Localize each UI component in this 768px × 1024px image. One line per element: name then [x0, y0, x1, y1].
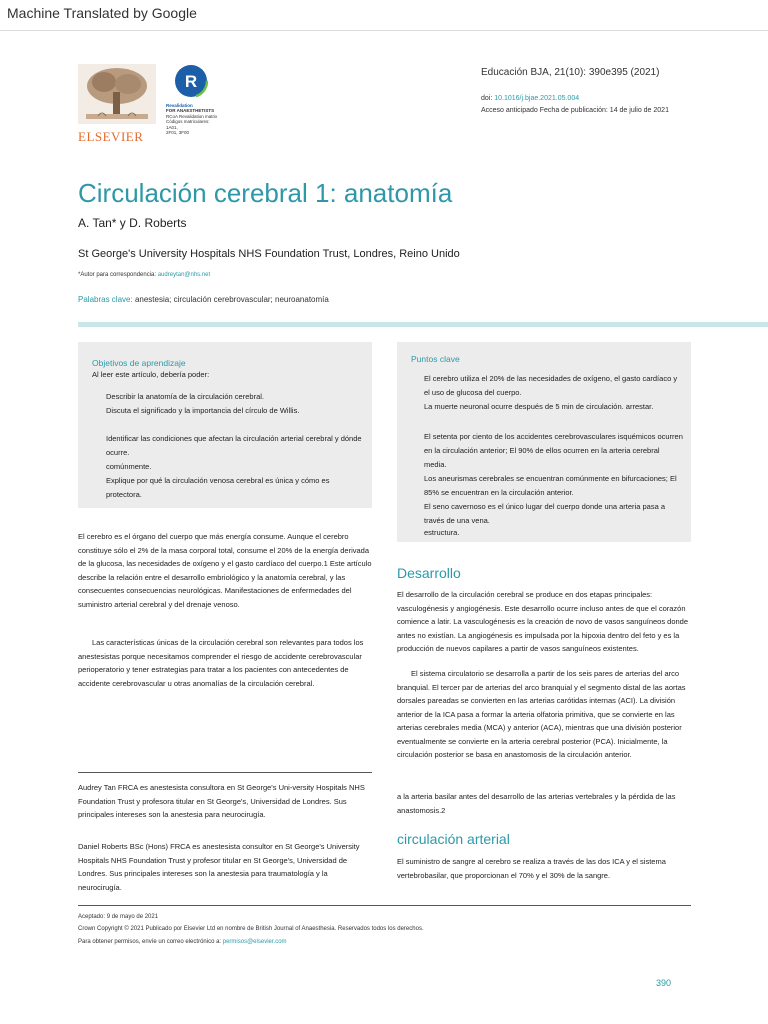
intro-paragraph: El cerebro es el órgano del cuerpo que más energía consume. Aunque el cerebro constituye sólo el 2% de la masa corporal total, consume el 20% de la energía derivada de la glucosa, las necesidades de oxígeno y el gasto cardíaco del cuerpo.1 Este artículo describe la relación entre el desarrollo embriológico y la anatomía cerebral, y las consecuentes consecuencias neurológicas. Manifestaciones de enfermedades del suministro arterial cerebral y del drenaje venoso. [78, 532, 372, 609]
article-title: Circulación cerebral 1: anatomía [78, 178, 453, 208]
objectives-item: Explique por qué la circulación venosa cerebral es única y cómo es protectora. [106, 476, 330, 499]
correspondence [78, 272, 210, 278]
doi-line [481, 95, 579, 102]
key-point: El cerebro utiliza el 20% de las necesidades de oxígeno, el gasto cardíaco y el uso de glucosa del cuerpo. [424, 374, 678, 397]
badge-line: Revalidation [166, 103, 193, 108]
keywords [78, 295, 329, 304]
page-number: 390 [656, 978, 672, 988]
article-authors: A. Tan* y D. Roberts [78, 216, 187, 230]
section-heading-desarrollo: Desarrollo [397, 565, 461, 581]
elsevier-wordmark: ELSEVIER [78, 129, 144, 144]
key-point: estructura. [424, 528, 460, 537]
body-paragraph: El suministro de sangre al cerebro se realiza a través de las dos ICA y el sistema vertebrobasilar, que proporcionan el 70% y el 30% de la sangre. [397, 857, 666, 880]
svg-text:R: R [184, 72, 198, 91]
key-point: El setenta por ciento de los accidentes cerebrovasculares isquémicos ocurren en la circulación anterior; El 90% de ellos ocurren en la arteria cerebral media. [424, 432, 683, 469]
key-point: La muerte neuronal ocurre después de 5 min de circulación. arrestar. [424, 402, 654, 411]
objectives-intro: Al leer este artículo, debería poder: [92, 370, 210, 379]
banner-divider [0, 30, 768, 31]
permissions [78, 939, 287, 945]
footer-divider [78, 905, 691, 906]
translation-banner: Machine Translated by Google [7, 5, 197, 21]
badge-line: FOR ANAESTHETISTS [166, 108, 215, 114]
key-points-box [397, 342, 691, 542]
objectives-heading: Objetivos de aprendizaje [92, 358, 186, 368]
accepted-date: Aceptado: 9 de mayo de 2021 [78, 914, 159, 920]
permissions-label: Para obtener permisos, envíe un correo electrónico a: [78, 939, 222, 945]
bio-divider [78, 772, 372, 773]
body-paragraph: El desarrollo de la circulación cerebral se produce en dos etapas principales: vasculogénesis y angiogénesis. Este desarrollo ocurre incluso antes de que el corazón comience a latir. La vasculogénesis es la creación de novo de vasos sanguíneos donde antes no existían. La angiogénesis es impulsada por la hipoxia dentro del feto y es la producción de nuevos capilares a partir de vasos sanguíneos existentes. [397, 590, 689, 653]
objectives-item: Discuta el significado y la importancia del círculo de Willis. [106, 406, 300, 415]
revalidation-icon [174, 64, 208, 98]
body-paragraph: a la arteria basilar antes del desarrollo de las arterias vertebrales y la pérdida de las anastomosis.2 [397, 792, 676, 815]
learning-objectives-box [78, 342, 372, 508]
permissions-email[interactable]: permisos@elsevier.com [222, 939, 287, 945]
keywords-value: anestesia; circulación cerebrovascular; neuroanatomía [134, 295, 329, 304]
doi-label: doi: [481, 95, 493, 102]
revalidation-badge [164, 64, 222, 154]
objectives-item: Identificar las condiciones que afectan la circulación arterial cerebral y dónde ocurre. [106, 434, 362, 457]
author-bio: Daniel Roberts BSc (Hons) FRCA es anestesista consultor en St George's University Hospitals NHS Foundation Trust y profesor titular en St George's, Universidad de Londres. Sus principales intereses son la anestesia para traumatología y la neurocirugía. [78, 842, 360, 892]
access-date: Acceso anticipado Fecha de publicación: 14 de julio de 2021 [481, 107, 669, 114]
section-heading-arterial: circulación arterial [397, 831, 510, 847]
article-affiliation: St George's University Hospitals NHS Foundation Trust, Londres, Reino Unido [78, 248, 460, 260]
objectives-item: comúnmente. [106, 462, 152, 471]
doi-link[interactable]: 10.1016/j.bjae.2021.05.004 [494, 95, 580, 102]
copyright: Crown Copyright © 2021 Publicado por Elsevier Ltd en nombre de British Journal of Anaesthesia. Reservados todos los derechos. [78, 926, 424, 932]
keywords-label: Palabras clave: [78, 295, 133, 304]
badge-line: Códigos matriculares: 1A01, [166, 119, 210, 130]
key-point: El seno cavernoso es el único lugar del cuerpo donde una arteria pasa a través de una vena. [424, 502, 665, 525]
elsevier-tree-icon [78, 64, 156, 124]
author-bio: Audrey Tan FRCA es anestesista consultora en St George's Uni-versity Hospitals NHS Foundation Trust y profesora titular en St George's, Universidad de Londres. Sus principales intereses son la anestesia para neurocirugía. [78, 783, 365, 819]
correspondence-email[interactable]: audreytan@nhs.net [157, 272, 211, 278]
objectives-item: Describir la anatomía de la circulación cerebral. [106, 392, 264, 401]
elsevier-logo [78, 64, 156, 144]
body-paragraph: El sistema circulatorio se desarrolla a partir de los seis pares de arterias del arco branquial. El tercer par de arterias del arco branquial y el segmento distal de las aortas dorsales pareadas se convierten en las arterias carótidas internas (ACI). La división anterior de la ICA pasa a formar la arteria olfatoria primitiva, que se convierte en las arterias cerebrales media (MCA) y anterior (ACA), mientras que una división posterior eventualmente se convierte en la arteria cerebral posterior (PCA). Inicialmente, la circulación posterior se basa en anastomosis de la circulación anterior. [397, 669, 686, 759]
badge-line: 2F01, 3F00 [166, 130, 190, 136]
badge-line: RCoA Revalidation matrix [166, 113, 218, 119]
key-point: Los aneurismas cerebrales se encuentran comúnmente en bifurcaciones; El 85% se encuentran en la circulación anterior. [424, 474, 677, 497]
journal-citation: Educación BJA, 21(10): 390e395 (2021) [481, 67, 660, 78]
section-rule [78, 322, 768, 327]
key-points-heading: Puntos clave [411, 354, 460, 364]
correspondence-label: *Autor para correspondencia: [78, 272, 157, 278]
intro-paragraph: Las características únicas de la circulación cerebral son relevantes para todos los anestesistas porque necesitamos comprender el riesgo de accidente cerebrovascular perioperatorio y tener estrategias para tratar a los pacientes con antecedentes de accidente cerebrovascular u otras anomalías de la circulación cerebral. [78, 638, 364, 688]
